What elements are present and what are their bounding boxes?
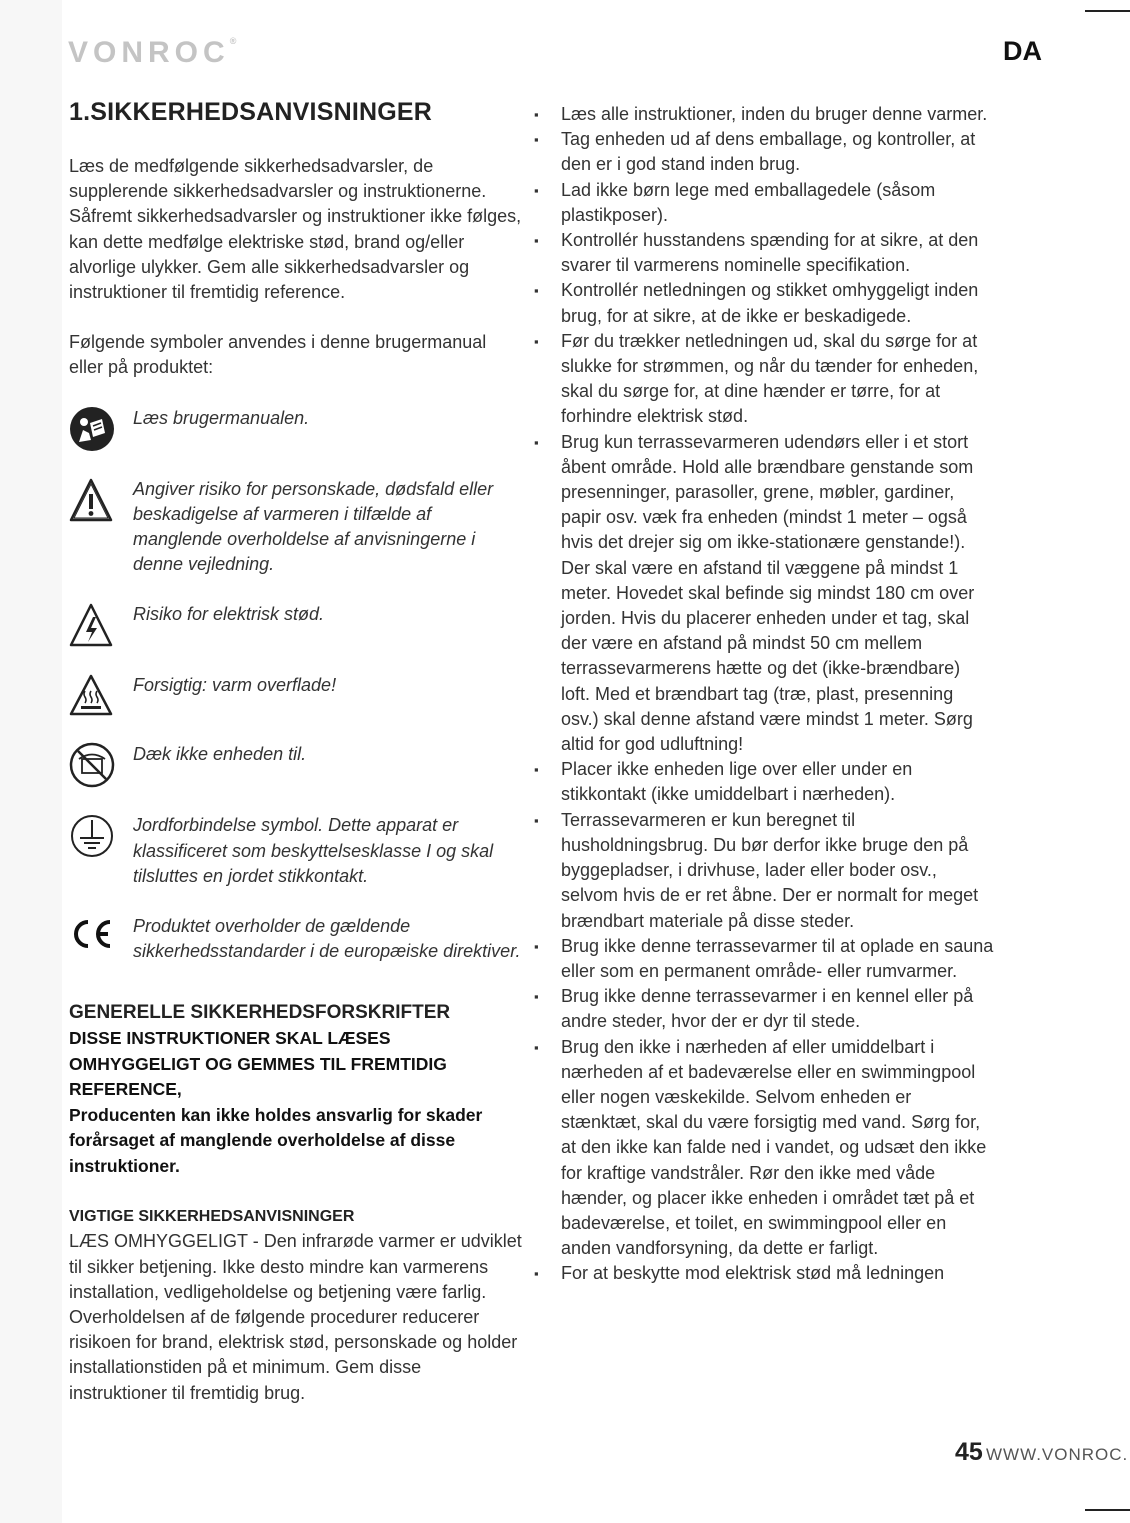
page-number: 45	[955, 1438, 983, 1466]
left-column	[69, 98, 524, 1406]
symbol-description: Dæk ikke enheden til.	[133, 744, 307, 765]
top-right-rule	[1085, 10, 1130, 12]
safety-bullet-item: ▪ Tag enheden ud af dens emballage, og kontroller, at den er i god stand inden brug.	[534, 127, 994, 177]
safety-bullet-item: ▪ Brug den ikke i nærheden af eller umiddelbart i nærheden af et badeværelse eller en swimmingpool eller nogen væskekilde. Selvom enheden er stænktæt, skal du være forsigtig med vand. Sørg for, at den ikke kan falde ned i vandet, og udsæt den ikke for kraftige vandstråler. Rør den ikke med våde hænder, og placer ikke enheden i området tæt på et badeværelse, et toilet, en swimmingpool eller en anden vandforsyning, da dette er farligt.	[534, 1035, 994, 1262]
right-column	[534, 102, 994, 1287]
hot-surface-icon	[69, 673, 121, 717]
symbol-row	[69, 602, 524, 648]
safety-bullet-item: ▪ Kontrollér netledningen og stikket omhyggeligt inden brug, for at sikre, at de ikke er beskadigede.	[534, 278, 994, 328]
symbol-description: Forsigtig: varm overflade!	[133, 675, 337, 696]
intro-paragraph: Læs de medfølgende sikkerhedsadvarsler, de supplerende sikkerhedsadvarsler og instruktionerne. Såfremt sikkerhedsadvarsler og instruktioner ikke følges, kan dette medfølge elektriske stød, brand og/eller alvorlige ulykker. Gem alle sikkerhedsadvarsler og instruktioner til fremtidig reference.	[69, 156, 522, 303]
liability-notice: Producenten kan ikke holdes ansvarlig for skader forårsaget af manglende overholdelse af disse instruktioner.	[69, 1104, 483, 1176]
symbol-row	[69, 742, 524, 788]
symbol-row	[69, 406, 524, 452]
safety-bullet-item: ▪ Kontrollér husstandens spænding for at sikre, at den svarer til varmerens nominelle specifikation.	[534, 228, 994, 278]
safety-bullet-item: ▪ Terrassevarmeren er kun beregnet til husholdningsbrug. Du bør derfor ikke bruge den på byggepladser, i drivhuse, lader eller boder osv., selvom hvis de er ret åbne. Der er normalt for meget brændbart materiale på disse steder.	[534, 808, 994, 934]
important-safety-section	[69, 1204, 524, 1405]
important-safety-title: VIGTIGE SIKKERHEDSANVISNINGER	[69, 1208, 355, 1226]
general-safety-title: GENERELLE SIKKERHEDSFORSKRIFTER	[69, 1002, 451, 1024]
symbol-description: Angiver risiko for personskade, dødsfald eller beskadigelse af varmeren i tilfælde af manglende overholdelse af anvisningerne i denne vejledning.	[133, 478, 494, 575]
safety-bullet-item: ▪ Før du trækker netledningen ud, skal du sørge for at slukke for strømmen, og når du tænder for enheden, skal du sørge for, at dine hænder er tørre, for at forhindre elektrisk stød.	[534, 329, 994, 430]
section-title: 1.SIKKERHEDSANVISNINGER	[69, 98, 432, 126]
symbol-description: Jordforbindelse symbol. Dette apparat er klassificeret som beskyttelsesklasse I og skal tilsluttes en jordet stikkontakt.	[133, 815, 494, 886]
symbol-description: Risiko for elektrisk stød.	[133, 604, 325, 625]
do-not-cover-icon	[69, 742, 121, 788]
page-margin-band	[0, 0, 62, 1523]
bottom-right-rule	[1085, 1509, 1130, 1511]
language-code: DA	[1003, 36, 1042, 66]
safety-bullet-item: ▪ Placer ikke enheden lige over eller under en stikkontakt (ikke umiddelbart i nærheden).	[534, 757, 994, 807]
symbol-description: Læs brugermanualen.	[133, 407, 310, 428]
safety-bullet-item: ▪ Brug ikke denne terrassevarmer til at oplade en sauna eller som en permanent område- eller rumvarmer.	[534, 934, 994, 984]
read-manual-icon	[69, 406, 121, 452]
symbol-row	[69, 673, 524, 717]
symbol-row	[69, 914, 524, 964]
safety-bullet-item: ▪ Læs alle instruktioner, inden du bruger denne varmer.	[534, 102, 994, 127]
safety-bullet-list	[534, 102, 994, 1287]
warning-triangle-icon	[69, 477, 121, 523]
safety-bullet-item: ▪ Brug ikke denne terrassevarmer i en kennel eller på andre steder, hvor der er dyr til stede.	[534, 984, 994, 1034]
safety-bullet-item: ▪ Brug kun terrassevarmeren udendørs eller i et stort åbent område. Hold alle brændbare genstande som presenninger, parasoller, grene, møbler, gardiner, papir osv. væk fra enheden (mindst 1 meter – også hvis det drejer sig om ikke-stationære genstande!). Der skal være en afstand til væggene på mindst 1 meter. Hovedet skal befinde sig mindst 180 cm over jorden. Hvis du placerer enheden under et tag, skal der være en afstand på mindst 50 cm mellem terrassevarmerens hætte og det (ikke-brændbare) loft. Med et brændbart tag (træ, plast, presenning osv.) skal denne afstand være mindst 1 meter. Sørg altid for god udluftning!	[534, 430, 994, 758]
important-safety-text: LÆS OMHYGGELIGT - Den infrarøde varmer er udviklet til sikker betjening. Ikke desto mindre kan varmerens installation, vedligeholdelse og betjening være farlig. Overholdelsen af de følgende procedurer reducerer risikoen for brand, elektrisk stød, personskade og holder installationstiden på et minimum. Gem disse instruktioner til fremtidig brug.	[69, 1231, 522, 1403]
website: WWW.VONROC.	[986, 1445, 1129, 1464]
safety-bullet-item: ▪ For at beskytte mod elektrisk stød må ledningen	[534, 1261, 994, 1286]
earth-ground-icon	[69, 813, 121, 859]
general-safety-section	[69, 1000, 524, 1179]
vonroc-logo: VONROC®	[68, 36, 237, 69]
symbol-description: Produktet overholder de gældende sikkerhedsstandarder i de europæiske direktiver.	[133, 916, 521, 962]
ce-mark-icon	[69, 914, 121, 954]
symbol-row	[69, 477, 524, 578]
safety-bullet-item: ▪ Lad ikke børn lege med emballagedele (såsom plastikposer).	[534, 178, 994, 228]
electric-shock-icon	[69, 602, 121, 648]
symbols-intro: Følgende symboler anvendes i denne brugermanual eller på produktet:	[69, 332, 487, 378]
symbol-row	[69, 813, 524, 889]
general-safety-caps-notice: DISSE INSTRUKTIONER SKAL LÆSES OMHYGGELIGT OG GEMMES TIL FREMTIDIG REFERENCE,	[69, 1028, 447, 1100]
